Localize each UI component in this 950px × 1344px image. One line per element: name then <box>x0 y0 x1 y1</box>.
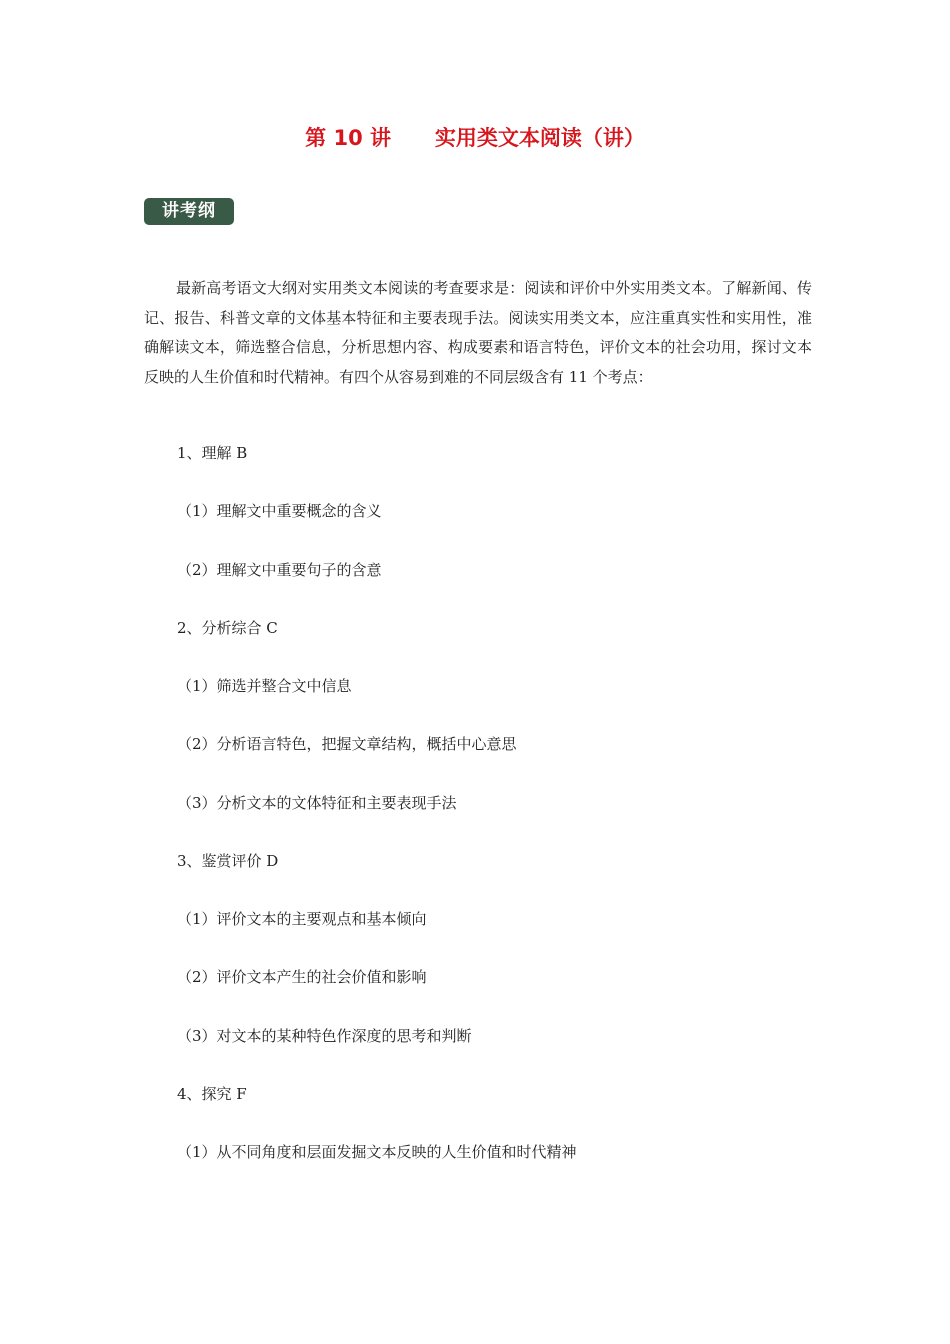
list-item: （3）分析文本的文体特征和主要表现手法 <box>177 794 457 812</box>
list-item: （1）评价文本的主要观点和基本倾向 <box>177 910 427 928</box>
list-item: （2）理解文中重要句子的含意 <box>177 561 382 579</box>
section-badge: 讲考纲 <box>144 198 234 225</box>
level-heading-analyze: 2、分析综合 C <box>177 619 278 637</box>
list-item: （2）评价文本产生的社会价值和影响 <box>177 968 427 986</box>
list-item: （3）对文本的某种特色作深度的思考和判断 <box>177 1027 472 1045</box>
list-item: （1）理解文中重要概念的含义 <box>177 502 382 520</box>
level-heading-explore: 4、探究 F <box>177 1085 247 1103</box>
intro-paragraph: 最新高考语文大纲对实用类文本阅读的考查要求是：阅读和评价中外实用类文本。了解新闻、传记、报告、科普文章的文体基本特征和主要表现手法。阅读实用类文本，应注重真实性和实用性，准确解读文本，筛选整合信息，分析思想内容、构成要素和语言特色，评价文本的社会功用，探讨文本反映的人生价值和时代精神。有四个从容易到难的不同层级含有 11 个考点： <box>144 279 812 386</box>
list-item: （1）筛选并整合文中信息 <box>177 677 352 695</box>
list-item: （2）分析语言特色，把握文章结构，概括中心意思 <box>177 735 517 753</box>
level-heading-evaluate: 3、鉴赏评价 D <box>177 852 279 870</box>
page-title: 第 10 讲 实用类文本阅读（讲） <box>305 126 645 150</box>
list-item: （1）从不同角度和层面发掘文本反映的人生价值和时代精神 <box>177 1143 577 1161</box>
level-heading-understand: 1、理解 B <box>177 444 248 462</box>
